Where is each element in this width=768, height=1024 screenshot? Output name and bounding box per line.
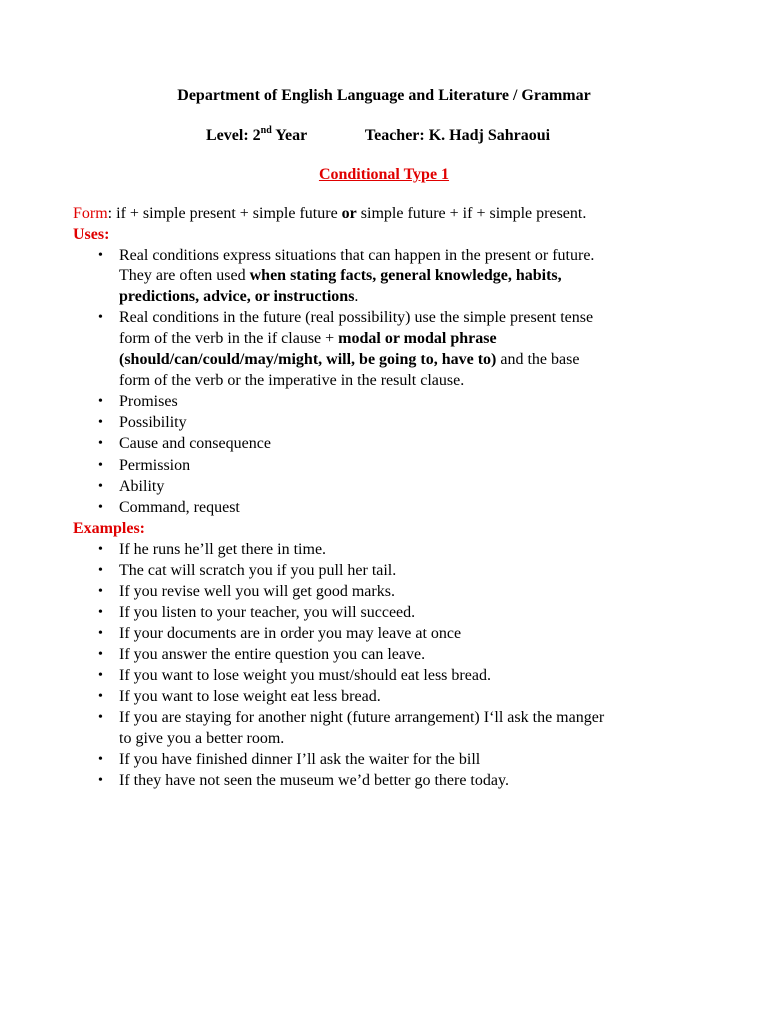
example-text: If you listen to your teacher, you will succeed. [119,603,416,621]
examples-label: Examples: [73,520,145,538]
uses-item1-line2-b: when stating facts, general knowledge, habits, [249,267,562,285]
bullet-icon: • [98,562,103,578]
document-body [73,204,693,792]
list-item [73,687,693,708]
uses-item1-line3 [119,287,693,308]
uses-item1-line2-a: They are often used [119,267,250,285]
list-item [73,603,693,624]
list-item [73,666,693,687]
level-year: Year [271,127,307,144]
department-heading: Department of English Language and Literature / Grammar [177,87,591,104]
uses-item2-line2-b: modal or modal phrase [338,330,497,348]
page-title: Conditional Type 1 [318,166,450,183]
bullet-icon: • [98,247,103,263]
list-item [73,708,693,750]
bullet-icon: • [98,709,103,725]
example-text: If they have not seen the museum we’d better go there today. [119,771,509,789]
list-item [73,434,693,455]
form-line [73,204,693,225]
bullet-icon: • [98,751,103,767]
form-or: or [341,205,357,222]
bullet-icon: • [98,772,103,788]
list-item [73,246,693,308]
form-text-b: simple future + if + simple present. [356,205,587,222]
bullet-icon: • [98,583,103,599]
bullet-icon: • [98,415,103,431]
list-item [73,498,693,519]
example-text: If you answer the entire question you can leave. [119,645,426,663]
uses-item-text: Command, request [119,498,240,516]
bullet-icon: • [98,310,103,326]
uses-item-text: Possibility [119,414,187,432]
uses-item-text: Ability [119,477,165,495]
bullet-icon: • [98,436,103,452]
bullet-icon: • [98,646,103,662]
bullet-icon: • [98,541,103,557]
example-text: If you have finished dinner I’ll ask the waiter for the bill [119,750,481,768]
level-label: Level: 2 [206,127,261,144]
bullet-icon: • [98,667,103,683]
example-text: If you are staying for another night (future arrangement) I‘ll ask the manger [119,708,605,726]
examples-list [73,540,693,791]
teacher-name: Teacher: K. Hadj Sahraoui [364,127,551,144]
uses-item2-line3-b: (should/can/could/may/might, will, be going to, have to) [119,350,497,368]
example-text: If you want to lose weight you must/should eat less bread. [119,666,491,684]
example-text: If you revise well you will get good marks. [119,582,395,600]
uses-list [73,246,693,519]
form-text-a: : if + simple present + simple future [107,205,342,222]
example-text: If you want to lose weight eat less bread. [119,687,381,705]
example-text: If your documents are in order you may leave at once [119,624,462,642]
bullet-icon: • [98,457,103,473]
bullet-icon: • [98,625,103,641]
list-item [73,561,693,582]
list-item [73,750,693,771]
uses-item-text: Cause and consequence [119,435,271,453]
bullet-icon: • [98,478,103,494]
example-text: The cat will scratch you if you pull her tail. [119,561,397,579]
list-item [73,477,693,498]
uses-item2-line1: Real conditions in the future (real possibility) use the simple present tense [119,309,594,327]
level-ordinal-suffix: nd [260,124,272,136]
list-item [73,540,693,561]
bullet-icon: • [98,499,103,515]
level-teacher-line [206,126,550,147]
uses-item2-line2 [119,329,693,350]
form-label: Form [73,205,108,222]
bullet-icon: • [98,688,103,704]
uses-item1-line1: Real conditions express situations that can happen in the present or future. [119,246,595,264]
uses-item2-line3-c: and the base [496,350,580,368]
bullet-icon: • [98,393,103,409]
uses-item-text: Permission [119,456,191,474]
uses-item2-line3 [119,350,693,371]
uses-item2-line4: form of the verb or the imperative in the result clause. [119,371,465,389]
list-item [73,645,693,666]
list-item [73,308,693,391]
uses-item-text: Promises [119,392,178,410]
list-item [73,456,693,477]
list-item [73,582,693,603]
list-item [73,392,693,413]
example-text-continued: to give you a better room. [119,729,285,747]
uses-item1-line3-c: . [354,288,359,306]
uses-item1-line3-b: predictions, advice, or instructions [119,288,355,306]
list-item [73,624,693,645]
uses-label: Uses: [73,225,110,243]
list-item [73,771,693,792]
example-text: If he runs he’ll get there in time. [119,540,327,558]
uses-item2-line2-a: form of the verb in the if clause + [119,330,339,348]
uses-item1-line2 [119,266,693,287]
list-item [73,413,693,434]
bullet-icon: • [98,604,103,620]
